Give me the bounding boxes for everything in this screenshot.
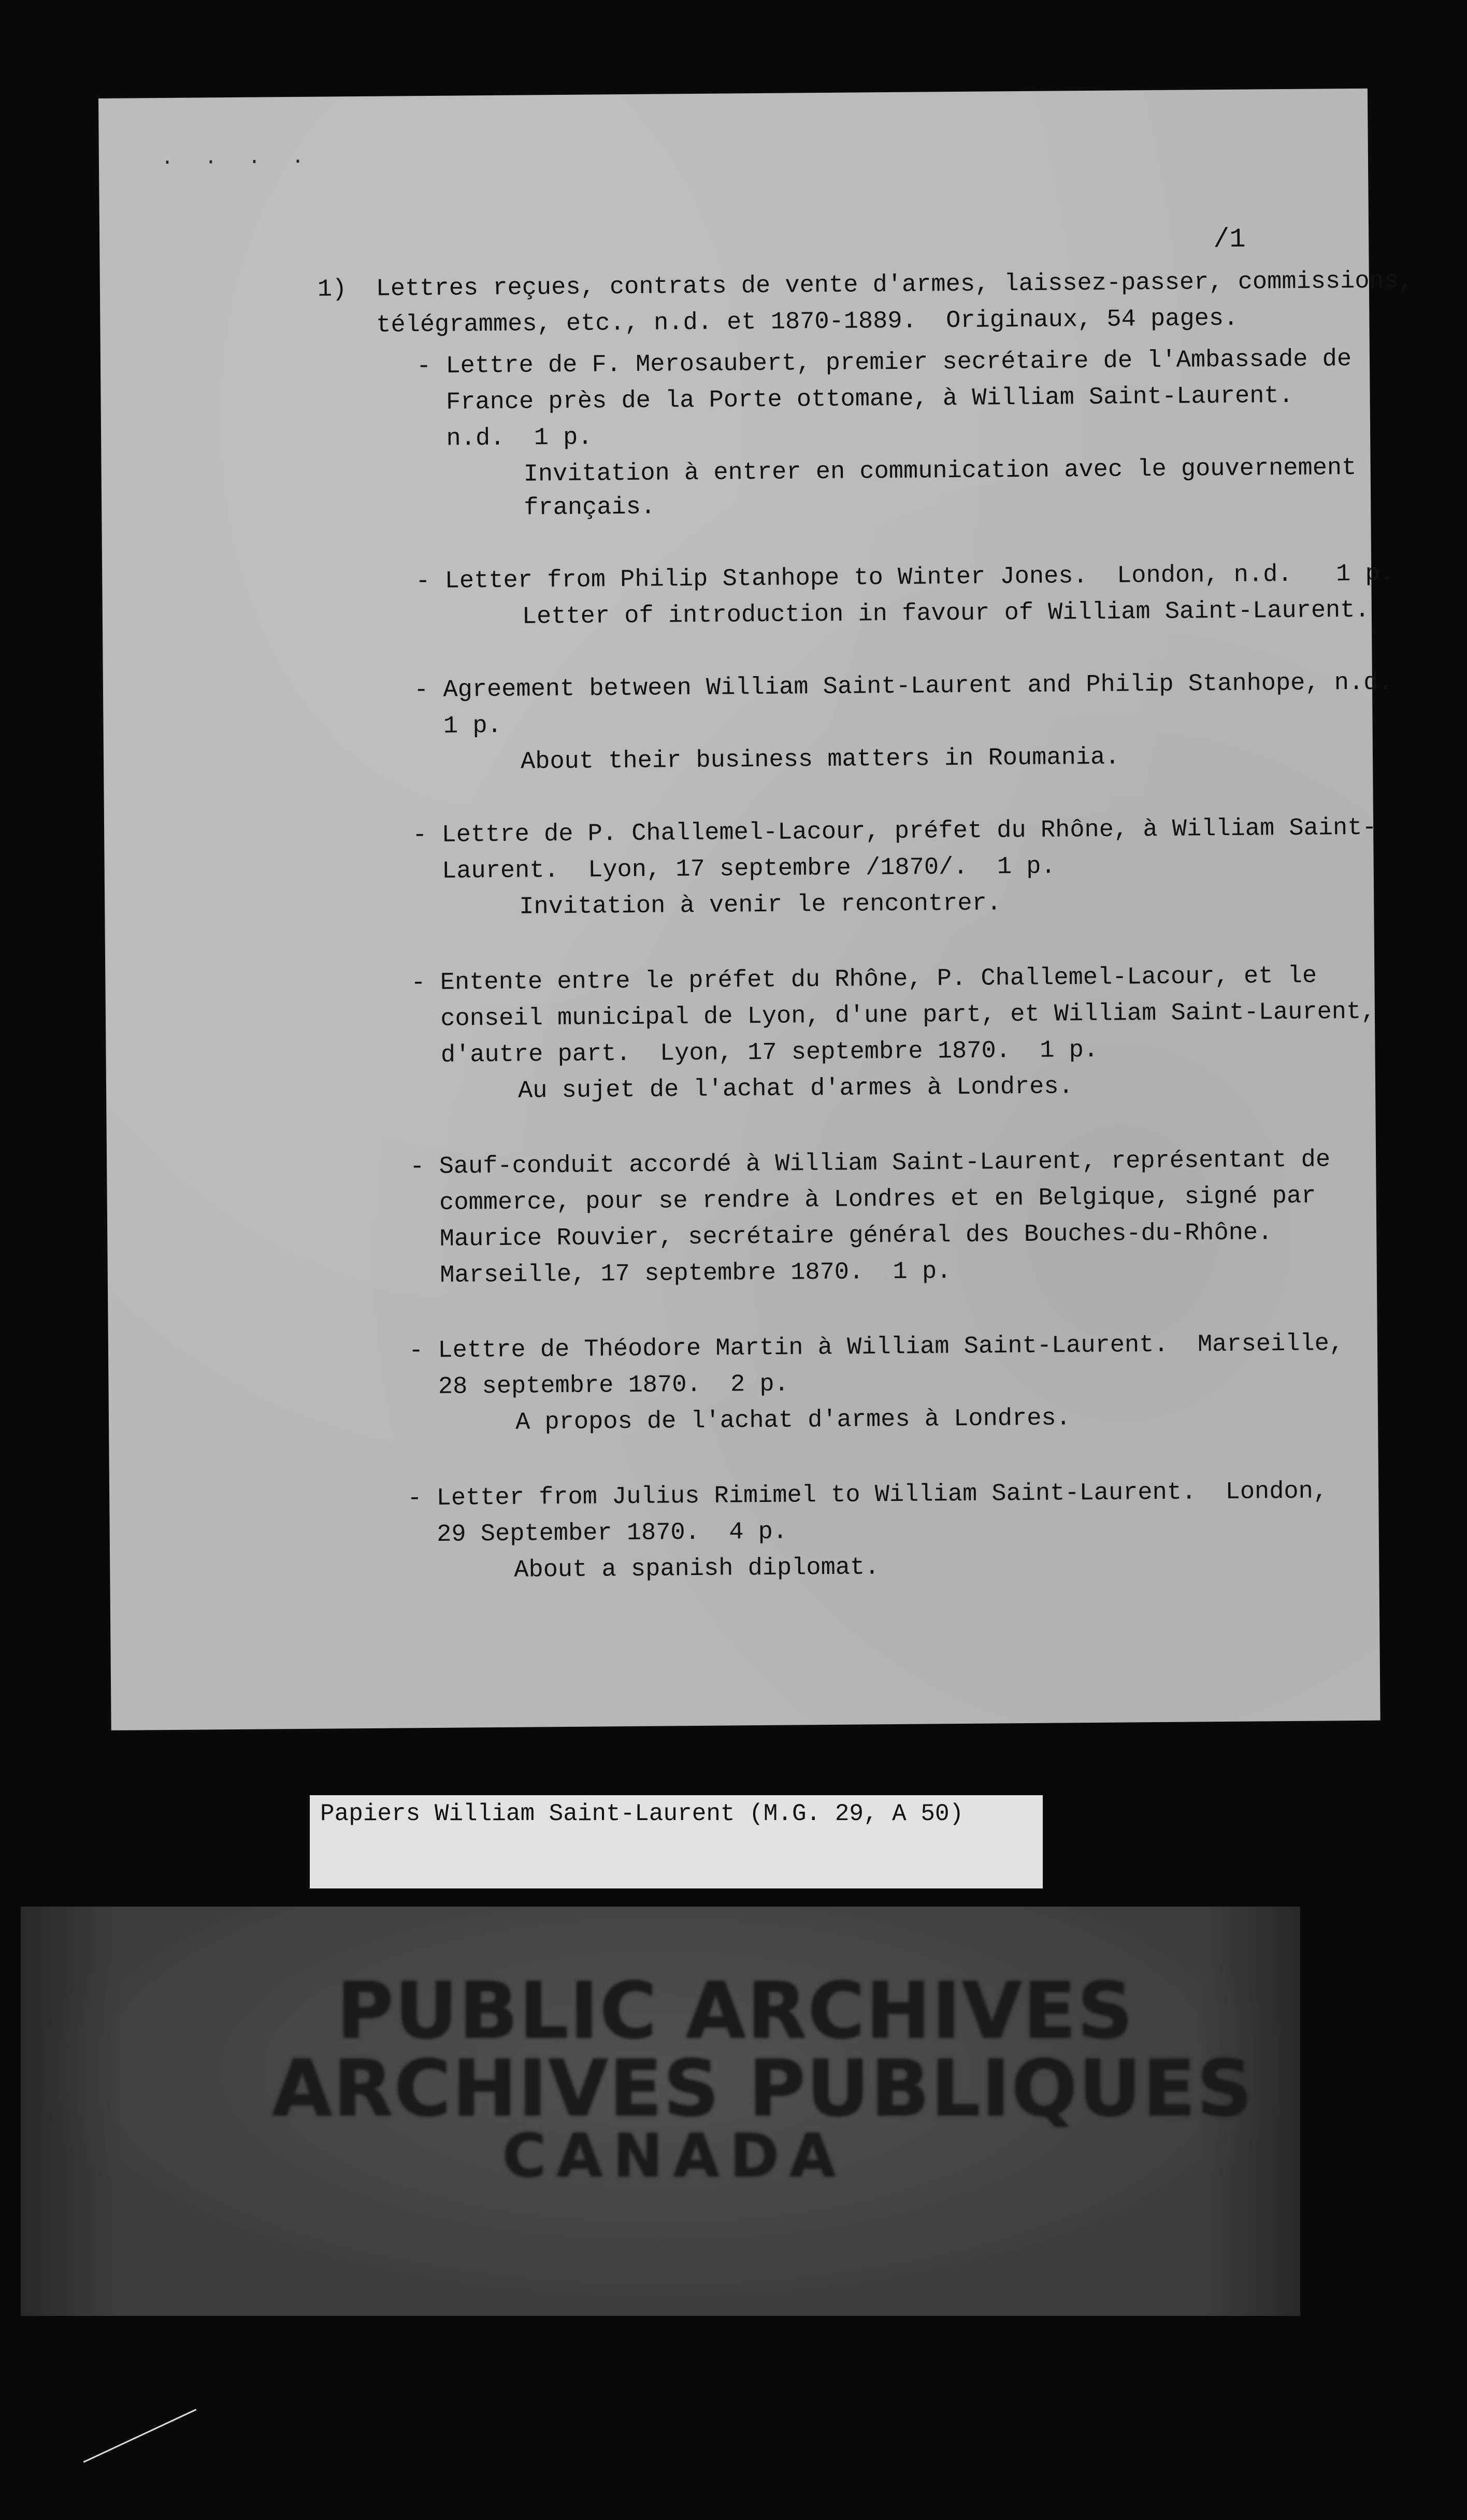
scan-dots: . . . .	[161, 146, 314, 171]
doc-line-summary: Letter of introduction in favour of William Saint-Laurent.	[522, 596, 1370, 631]
film-scratch	[83, 2409, 197, 2462]
doc-line-summary: About a spanish diplomat.	[514, 1554, 880, 1584]
doc-line: 1 p.	[414, 712, 502, 741]
document-page	[98, 89, 1414, 1730]
doc-line-summary: Invitation à entrer en communication avec le gouvernement	[523, 454, 1357, 489]
doc-line: conseil municipal de Lyon, d'une part, et William Saint-Laurent,	[411, 998, 1376, 1034]
doc-line-entry: - Letter from Philip Stanhope to Winter Jones. London, n.d. 1 p.	[415, 560, 1395, 596]
stamp-line-3: CANADA	[502, 2122, 846, 2191]
stamp-line-2: ARCHIVES PUBLIQUES	[272, 2044, 1254, 2134]
doc-line: France près de la Porte ottomane, à William Saint-Laurent.	[416, 382, 1294, 417]
collection-label	[310, 1795, 1043, 1888]
archives-stamp	[21, 1907, 1300, 2316]
doc-line-entry: - Lettre de F. Merosaubert, premier secrétaire de l'Ambassade de	[416, 346, 1352, 381]
stamp-line-1: PUBLIC ARCHIVES	[337, 1966, 1134, 2056]
doc-line-summary: français.	[524, 493, 656, 522]
doc-line: 29 September 1870. 4 p.	[407, 1518, 788, 1549]
doc-line-entry: - Lettre de Théodore Martin à William Saint-Laurent. Marseille,	[408, 1330, 1344, 1365]
doc-line: Marseille, 17 septembre 1870. 1 p.	[410, 1258, 952, 1290]
doc-line-summary: A propos de l'achat d'armes à Londres.	[515, 1405, 1071, 1437]
collection-label-text: Papiers William Saint-Laurent (M.G. 29, A 50)	[320, 1800, 964, 1827]
doc-line-entry: - Letter from Julius Rimimel to William Saint-Laurent. London,	[407, 1478, 1328, 1513]
doc-line: Maurice Rouvier, secrétaire général des Bouches-du-Rhône.	[410, 1219, 1273, 1254]
doc-line-entry: - Entente entre le préfet du Rhône, P. Challemel-Lacour, et le	[411, 962, 1317, 997]
doc-line: commerce, pour se rendre à Londres et en Belgique, signé par	[410, 1182, 1316, 1218]
page-number: /1	[1213, 224, 1246, 255]
doc-line-summary: Au sujet de l'achat d'armes à Londres.	[517, 1073, 1074, 1105]
doc-line: télégrammes, etc., n.d. et 1870-1889. Originaux, 54 pages.	[318, 305, 1239, 340]
doc-line-summary: About their business matters in Roumania.	[520, 743, 1120, 776]
doc-line: d'autre part. Lyon, 17 septembre 1870. 1 p.	[411, 1036, 1099, 1070]
doc-line-entry: - Lettre de P. Challemel-Lacour, préfet du Rhône, à William Saint-	[412, 814, 1377, 850]
doc-line: Laurent. Lyon, 17 septembre /1870/. 1 p.	[412, 853, 1056, 886]
doc-line-entry: - Agreement between William Saint-Laurent and Philip Stanhope, n.d.	[413, 669, 1393, 705]
doc-line: n.d. 1 p.	[416, 424, 593, 453]
doc-line-heading: 1) Lettres reçues, contrats de vente d'armes, laissez-passer, commissions,	[317, 267, 1414, 304]
doc-line: 28 septembre 1870. 2 p.	[409, 1370, 789, 1401]
doc-line-summary: Invitation à venir le rencontrer.	[519, 890, 1002, 921]
doc-line-entry: - Sauf-conduit accordé à William Saint-Laurent, représentant de	[410, 1146, 1331, 1181]
